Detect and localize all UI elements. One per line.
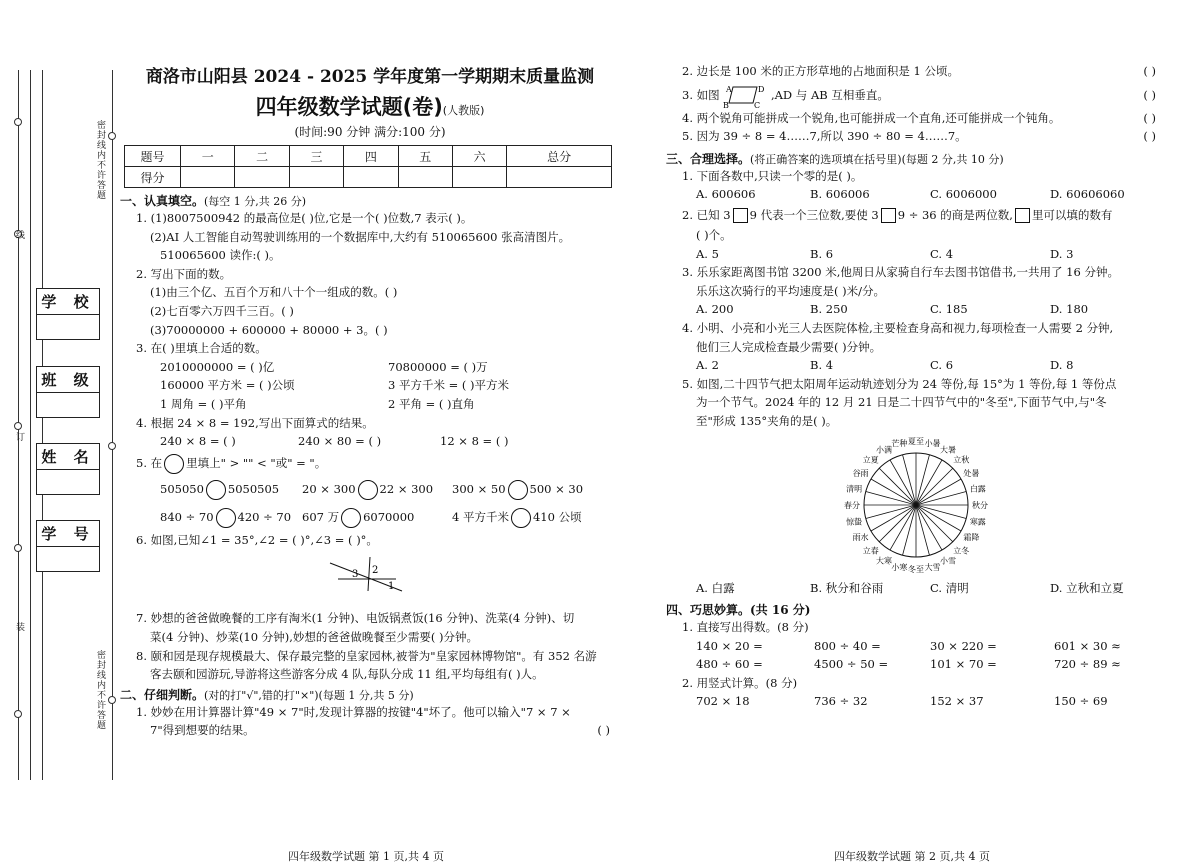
q5: 5. 在 里填上" > "" < "或" = "。 <box>120 451 620 475</box>
section-1-heading: 一、认真填空。(每空 1 分,共 26 分) <box>120 194 307 208</box>
binding-hole <box>108 696 116 704</box>
c2: 2. 已知 3 9 代表一个三位数,要使 3 9 ÷ 36 的商是两位数, 里可以填的数有 <box>682 207 1113 222</box>
j5: 5. 因为 39 ÷ 8 = 4……7,所以 390 ÷ 80 = 4……7。 ( ) <box>682 129 1156 144</box>
c5-options: A. 白露 B. 秋分和谷雨 C. 清明 D. 立秋和立夏 <box>696 580 1124 595</box>
solar-term-label: 寒露 <box>969 517 986 527</box>
page-2-footer: 四年级数学试题 第 2 页,共 4 页 <box>834 850 990 863</box>
solar-term-label: 立冬 <box>953 545 970 555</box>
q8a: 8. 颐和园是现存规模最大、保存最完整的皇家园林,被誉为"皇家园林博物馆"。有 352 名游 <box>136 648 597 663</box>
binding-hole <box>14 710 22 718</box>
compare-circle[interactable] <box>358 480 378 500</box>
solar-term-label: 立秋 <box>953 455 970 465</box>
solar-term-label: 夏至 <box>908 436 924 446</box>
m1: 1. 直接写出得数。(8 分) <box>682 620 809 635</box>
seal-warning-bottom: 密封线内不许答题 <box>95 650 105 730</box>
wheel-spoke <box>903 505 916 555</box>
q8b: 客去颐和园游玩,导游将这些游客分成 4 队,每队分成 11 组,平均每组有( )人。 <box>150 667 544 682</box>
blank-box <box>881 208 896 223</box>
solar-term-label: 芒种 <box>891 438 908 448</box>
wheel-spoke <box>866 491 916 504</box>
q7a: 7. 妙想的爸爸做晚餐的工序有淘米(1 分钟)、电饭锅煮饭(16 分钟)、洗菜(4 分钟)、切 <box>136 611 575 626</box>
q2c: (3)70000000 + 600000 + 80000 + 3。( ) <box>150 322 388 337</box>
q6: 6. 如图,已知∠1 = 35°,∠2 = ( )°,∠3 = ( )°。 <box>136 532 378 547</box>
j1a: 1. 妙妙在用计算器计算"49 × 7"时,发现计算器的按键"4"坏了。他可以输入"7 × 7 × <box>136 704 571 719</box>
svg-text:C: C <box>754 100 761 110</box>
q3: 3. 在( )里填上合适的数。 <box>136 341 267 356</box>
solar-term-label: 春分 <box>844 500 860 510</box>
solar-term-label: 大暑 <box>940 445 956 455</box>
binding-hole <box>14 118 22 126</box>
angle-label-1: 1 <box>388 581 395 593</box>
angle-label-3: 3 <box>352 569 359 581</box>
solar-term-label: 小满 <box>876 445 892 455</box>
student-id-field[interactable]: 学 号 <box>36 520 100 572</box>
angle-diagram <box>120 549 620 599</box>
solar-terms-figure <box>666 431 1166 579</box>
wheel-spoke <box>916 505 966 518</box>
solar-term-label: 谷雨 <box>852 468 869 478</box>
q5-row: 505050 5050505 20 × 300 22 × 300 300 × 50 500 × 30 <box>120 475 620 503</box>
q3-row: 1 周角 = ( )平角 2 平角 = ( )直角 <box>160 396 475 411</box>
q2b: (2)七百零六万四千三百。( ) <box>150 303 294 318</box>
binding-hole <box>14 422 22 430</box>
school-field[interactable]: 学 校 <box>36 288 100 340</box>
trapezoid-figure <box>723 84 767 108</box>
wheel-spoke <box>903 454 916 504</box>
solar-term-label: 小雪 <box>940 555 956 565</box>
c5c: 至"形成 135°夹角的是( )。 <box>696 413 838 428</box>
compare-circle[interactable] <box>216 508 236 528</box>
q4: 4. 根据 24 × 8 = 192,写出下面算式的结果。 <box>136 415 374 430</box>
svg-text:A: A <box>726 84 733 94</box>
compare-circle[interactable] <box>206 480 226 500</box>
solar-terms-wheel <box>816 431 1016 579</box>
q2: 2. 写出下面的数。 <box>136 266 232 281</box>
binding-lines <box>12 70 112 780</box>
solar-term-label: 立春 <box>862 545 879 555</box>
q1b: (2)AI 人工智能自动驾驶训练用的一个数据库中,大约有 510065600 张高清图片。 <box>150 229 571 244</box>
c1-options: A. 600606 B. 606006 C. 6006000 D. 60606060 <box>696 187 1125 202</box>
m2: 2. 用竖式计算。(8 分) <box>682 675 798 690</box>
compare-circle[interactable] <box>508 480 528 500</box>
q7b: 菜(4 分钟)、炒菜(10 分钟),妙想的爸爸做晚餐至少需要( )分钟。 <box>150 629 478 644</box>
blank-box <box>733 208 748 223</box>
c2-options: A. 5 B. 6 C. 4 D. 3 <box>696 246 1074 261</box>
section-4-heading: 四、巧思妙算。(共 16 分) <box>666 603 811 618</box>
j1b: 7"得到想要的结果。 ( ) <box>150 723 610 738</box>
solar-term-label: 大寒 <box>876 555 892 565</box>
solar-term-label: 大雪 <box>924 562 941 572</box>
q5-row: 840 ÷ 70 420 ÷ 70 607 万 6070000 4 平方千米 410 公顷 <box>120 503 620 531</box>
seal-mark-line: 线 <box>14 230 24 240</box>
exam-subject: 四年级数学试题(卷)(人教版) <box>255 95 485 119</box>
section-3-heading: 三、合理选择。(将正确答案的选项填在括号里)(每题 2 分,共 10 分) <box>666 151 1004 166</box>
c3a: 3. 乐乐家距离图书馆 3200 米,他周日从家骑自行车去图书馆借书,一共用了 16 分钟。 <box>682 265 1119 280</box>
q3-row: 160000 平方米 = ( )公顷 3 平方千米 = ( )平方米 <box>160 378 510 393</box>
m1-row: 140 × 20 = 800 ÷ 40 = 30 × 220 = 601 × 30 ≈ <box>696 638 1121 653</box>
m1-row: 480 ÷ 60 = 4500 ÷ 50 = 101 × 70 = 720 ÷ 89 ≈ <box>696 657 1121 672</box>
compare-circle[interactable] <box>511 508 531 528</box>
solar-term-label: 小暑 <box>924 438 941 448</box>
wheel-spoke <box>916 505 929 555</box>
class-field[interactable]: 班 级 <box>36 366 100 418</box>
section-2-heading: 二、仔细判断。(对的打"√",错的打"×")(每题 1 分,共 5 分) <box>120 687 414 702</box>
solar-term-label: 秋分 <box>972 500 988 510</box>
compare-circle[interactable] <box>341 508 361 528</box>
solar-term-label: 处暑 <box>963 468 980 478</box>
q1a: 1. (1)8007500942 的最高位是( )位,它是一个( )位数,7 表示( )。 <box>136 211 473 225</box>
page-1 <box>120 62 620 863</box>
q1c: 510065600 读作:( )。 <box>160 248 281 263</box>
j2: 2. 边长是 100 米的正方形草地的占地面积是 1 公顷。 ( ) <box>682 64 1156 78</box>
c5b: 为一个节气。2024 年的 12 月 21 日是二十四节气中的"冬至",下面节气中,与"冬 <box>696 395 1107 410</box>
exam-time: (时间:90 分钟 满分:100 分) <box>294 125 446 139</box>
seal-mark-pack: 装 <box>14 622 24 632</box>
solar-term-label: 清明 <box>846 483 863 493</box>
wheel-spoke <box>866 505 916 518</box>
c4b: 他们三人完成检查最少需要( )分钟。 <box>696 339 882 354</box>
seal-mark-bind: 订 <box>14 432 24 442</box>
q4-row: 240 × 8 = ( ) 240 × 80 = ( ) 12 × 8 = ( ) <box>160 434 509 449</box>
c3-options: A. 200 B. 250 C. 185 D. 180 <box>696 302 1089 317</box>
q3-row: 2010000000 = ( )亿 70800000 = ( )万 <box>160 359 488 374</box>
c2b: ( )个。 <box>696 227 732 242</box>
page-1-footer: 四年级数学试题 第 1 页,共 4 页 <box>288 850 444 863</box>
q6-figure <box>120 549 620 599</box>
binding-hole <box>108 442 116 450</box>
binding-margin <box>0 0 118 849</box>
exam-title: 商洛市山阳县 2024 - 2025 学年度第一学期期末质量监测 <box>145 67 595 87</box>
score-table: 题号 一 二 三 四 五 六 总分 得分 <box>124 145 612 188</box>
c4a: 4. 小明、小亮和小光三人去医院体检,主要检查身高和视力,每项检查一人需要 2 分钟, <box>682 320 1114 335</box>
solar-term-label: 白露 <box>969 483 986 493</box>
compare-circle-icon <box>164 454 184 474</box>
c5a: 5. 如图,二十四节气把太阳周年运动轨迹划分为 24 等份,每 15°为 1 等份,每 1 等份点 <box>682 376 1117 391</box>
c1: 1. 下面各数中,只读一个零的是( )。 <box>682 168 863 183</box>
binding-hole <box>108 132 116 140</box>
wheel-spoke <box>916 454 929 504</box>
blank-box <box>1015 208 1030 223</box>
page-2 <box>666 62 1166 863</box>
solar-term-label: 霜降 <box>963 532 980 542</box>
m2-row: 702 × 18 736 ÷ 32 152 × 37 150 ÷ 69 <box>696 694 1108 709</box>
j3: 3. 如图 A D B C ,AD 与 AB 互相垂直。 ( ) <box>682 84 1156 110</box>
c4-options: A. 2 B. 4 C. 6 D. 8 <box>696 358 1074 373</box>
binding-hole <box>14 544 22 552</box>
solar-term-label: 冬至 <box>908 564 924 574</box>
wheel-spoke <box>916 491 966 504</box>
solar-term-label: 立夏 <box>862 455 879 465</box>
solar-term-label: 惊蛰 <box>846 517 863 527</box>
angle-label-2: 2 <box>372 565 379 577</box>
solar-term-label: 雨水 <box>852 532 869 542</box>
solar-term-label: 小寒 <box>891 562 908 572</box>
q2a: (1)由三个亿、五百个万和八十个一组成的数。( ) <box>150 285 398 300</box>
seal-warning-top: 密封线内不许答题 <box>95 120 105 200</box>
j4: 4. 两个锐角可能拼成一个锐角,也可能拼成一个直角,还可能拼成一个钝角。 ( ) <box>682 110 1156 125</box>
svg-text:B: B <box>723 100 730 110</box>
name-field[interactable]: 姓 名 <box>36 443 100 495</box>
svg-text:D: D <box>758 84 765 94</box>
c3b: 乐乐这次骑行的平均速度是( )米/分。 <box>696 283 886 298</box>
